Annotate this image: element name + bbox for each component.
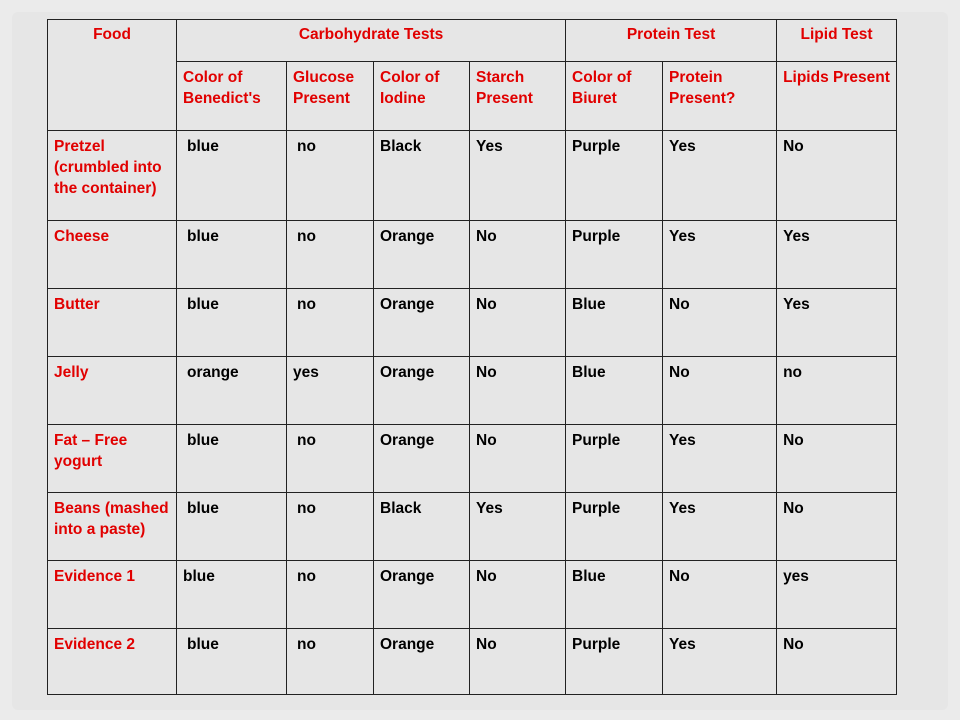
table-cell: No — [470, 561, 566, 629]
food-cell: Cheese — [48, 221, 177, 289]
table-cell: No — [663, 357, 777, 425]
table-cell: Purple — [566, 629, 663, 695]
table-cell: Yes — [777, 289, 897, 357]
column-header: Glucose Present — [287, 62, 374, 131]
table-cell: Orange — [374, 629, 470, 695]
table-row — [48, 289, 897, 357]
table-cell: Blue — [566, 357, 663, 425]
table-cell: Yes — [470, 493, 566, 561]
table-cell: No — [663, 561, 777, 629]
table-row — [48, 561, 897, 629]
table-cell: yes — [777, 561, 897, 629]
table-cell: No — [470, 425, 566, 493]
table-cell: no — [777, 357, 897, 425]
table-cell: no — [287, 221, 374, 289]
table-row — [48, 221, 897, 289]
table-cell: No — [470, 629, 566, 695]
food-cell: Pretzel (crumbled into the container) — [48, 131, 177, 221]
table-cell: No — [470, 221, 566, 289]
table-cell: Yes — [663, 493, 777, 561]
food-cell: Jelly — [48, 357, 177, 425]
food-header: Food — [48, 20, 177, 131]
table-cell: blue — [177, 493, 287, 561]
table-cell: No — [470, 357, 566, 425]
header-group-row — [48, 20, 897, 62]
table-cell: No — [777, 629, 897, 695]
column-header: Color of Biuret — [566, 62, 663, 131]
table-cell: Yes — [777, 221, 897, 289]
table-cell: No — [663, 289, 777, 357]
table-cell: no — [287, 289, 374, 357]
table-row — [48, 131, 897, 221]
table-cell: Yes — [663, 221, 777, 289]
table-row — [48, 629, 897, 695]
food-cell: Evidence 2 — [48, 629, 177, 695]
table-cell: Purple — [566, 425, 663, 493]
table-cell: blue — [177, 425, 287, 493]
table-cell: No — [470, 289, 566, 357]
table-cell: blue — [177, 289, 287, 357]
table-cell: Orange — [374, 221, 470, 289]
table-cell: No — [777, 425, 897, 493]
column-header: Lipids Present — [777, 62, 897, 131]
table-row — [48, 425, 897, 493]
table-cell: No — [777, 493, 897, 561]
table-cell: orange — [177, 357, 287, 425]
food-test-table — [47, 19, 897, 695]
table-cell: no — [287, 629, 374, 695]
table-cell: no — [287, 425, 374, 493]
table-cell: Purple — [566, 493, 663, 561]
food-cell: Evidence 1 — [48, 561, 177, 629]
table-cell: Yes — [470, 131, 566, 221]
carbohydrate-tests-header: Carbohydrate Tests — [177, 20, 566, 62]
table-cell: Orange — [374, 357, 470, 425]
table-cell: blue — [177, 561, 287, 629]
table-cell: Blue — [566, 561, 663, 629]
table-cell: no — [287, 493, 374, 561]
lipid-test-header: Lipid Test — [777, 20, 897, 62]
table-cell: blue — [177, 221, 287, 289]
column-header: Protein Present? — [663, 62, 777, 131]
table-cell: Orange — [374, 425, 470, 493]
protein-test-header: Protein Test — [566, 20, 777, 62]
table-cell: Purple — [566, 131, 663, 221]
table-cell: Blue — [566, 289, 663, 357]
table-cell: no — [287, 131, 374, 221]
column-header: Color of Iodine — [374, 62, 470, 131]
table-cell: blue — [177, 629, 287, 695]
food-cell: Butter — [48, 289, 177, 357]
table-cell: no — [287, 561, 374, 629]
food-cell: Beans (mashed into a paste) — [48, 493, 177, 561]
table-cell: blue — [177, 131, 287, 221]
food-cell: Fat – Free yogurt — [48, 425, 177, 493]
column-header: Starch Present — [470, 62, 566, 131]
table-cell: Orange — [374, 289, 470, 357]
table-cell: yes — [287, 357, 374, 425]
column-header: Color of Benedict's — [177, 62, 287, 131]
table-cell: Purple — [566, 221, 663, 289]
table-cell: Yes — [663, 425, 777, 493]
table-cell: Black — [374, 131, 470, 221]
table-row — [48, 493, 897, 561]
table-row — [48, 357, 897, 425]
table-cell: Yes — [663, 131, 777, 221]
table-cell: Orange — [374, 561, 470, 629]
table-cell: No — [777, 131, 897, 221]
table-cell: Yes — [663, 629, 777, 695]
table-cell: Black — [374, 493, 470, 561]
